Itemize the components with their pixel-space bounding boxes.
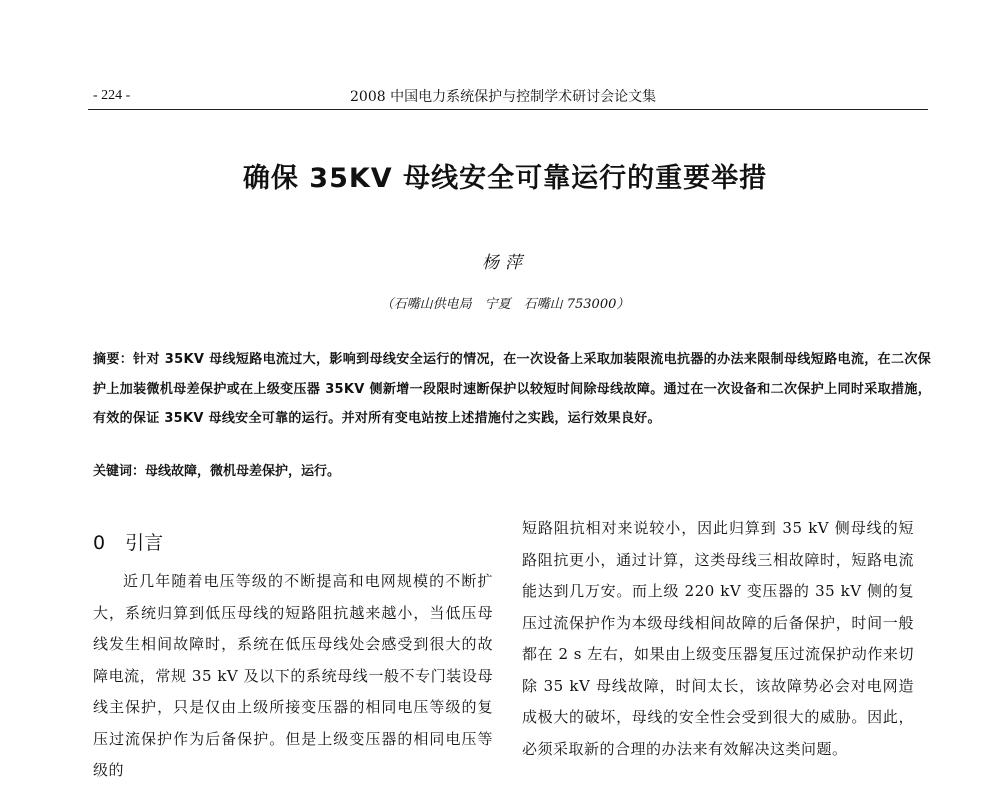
keywords-label: 关键词： — [93, 464, 146, 479]
author-name: 杨萍 — [482, 253, 528, 273]
page-number: - 224 - — [93, 88, 131, 103]
author-affiliation: （石嘴山供电局 宁夏 石嘴山 753000） — [380, 297, 630, 312]
abstract-label: 摘要： — [93, 352, 134, 367]
body-left-column: 近几年随着电压等级的不断提高和电网规模的不断扩大，系统归算到低压母线的短路阻抗越来越小，当低压母线发生相间故障时，系统在低压母线处会感受到很大的故障电流，常规 35 kV 及以下的系统母线一般不专门装设母线主保护，只是仅由上级所接变压器的相同电压等级的复压过流保护作为后备保护。但是上级变压器的相同电压等级的 — [93, 572, 493, 779]
keywords-text: 母线故障，微机母差保护，运行。 — [145, 464, 341, 479]
header-rule — [88, 109, 928, 110]
keywords — [93, 460, 931, 479]
abstract-text: 针对 35KV 母线短路电流过大，影响到母线安全运行的情况，在一次设备上采取加装限流电抗器的办法来限制母线短路电流，在二次保护上加装微机母差保护或在上级变压器 35KV 侧新增一段限时速断保护以较短时间除母线故障。通过在一次设备和二次保护上同时采取措施，有效的保证 35KV 母线安全可靠的运行。并对所有变电站按上述措施付之实践，运行效果良好。 — [93, 352, 931, 426]
running-header: 2008 中国电力系统保护与控制学术研讨会论文集 — [350, 89, 657, 105]
paper-title: 确保 35KV 母线安全可靠运行的重要举措 — [242, 163, 768, 194]
abstract — [93, 345, 931, 434]
section-number: 0 — [93, 532, 106, 554]
section-title: 引言 — [125, 532, 164, 554]
body-right-column: 短路阻抗相对来说较小，因此归算到 35 kV 侧母线的短路阻抗更小，通过计算，这类母线三相故障时，短路电流能达到几万安。而上级 220 kV 变压器的 35 kV 侧的复压过流保护作为本级母线相间故障的后备保护，时间一般都在 2 s 左右，如果由上级变压器复压过流保护动作来切除 35 kV 母线故障，时间太长，该故障势必会对电网造成极大的破坏，母线的安全性会受到很大的威胁。因此，必须采取新的合理的办法来有效解决这类问题。 — [522, 519, 914, 758]
section-heading — [93, 528, 163, 555]
